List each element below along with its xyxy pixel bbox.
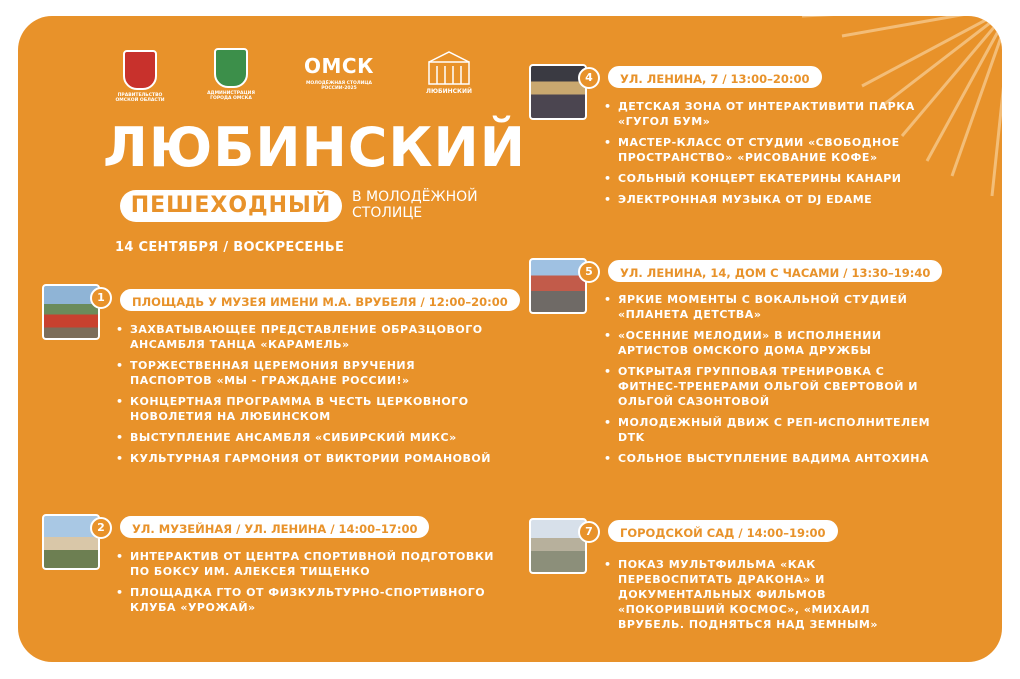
list-item: • ПОКАЗ МУЛЬТФИЛЬМА «КАК ПЕРЕВОСПИТАТЬ ДРАКОНА» И ДОКУМЕНТАЛЬНЫХ ФИЛЬМОВ «ПОКОРИВШИЙ КОСМОС», «МИХАИЛ ВРУБЕЛЬ. ПОДНЯТЬСЯ НАД ЗЕМНЫМ»	[604, 557, 934, 632]
event-title: ЛЮБИНСКИЙ	[103, 116, 526, 179]
region-government-logo	[112, 50, 168, 103]
omsk-logo-caption: МОЛОДЁЖНАЯ СТОЛИЦА РОССИИ·2025	[305, 81, 373, 91]
location-2-number: 2	[90, 517, 112, 539]
city-crest-icon	[214, 48, 248, 88]
list-item: • ТОРЖЕСТВЕННАЯ ЦЕРЕМОНИЯ ВРУЧЕНИЯ ПАСПОРТОВ «МЫ - ГРАЖДАНЕ РОССИИ!»	[116, 358, 496, 388]
building-icon	[424, 48, 474, 86]
lubinsky-logo-caption: ЛЮБИНСКИЙ	[426, 88, 472, 95]
list-item: • ИНТЕРАКТИВ ОТ ЦЕНТРА СПОРТИВНОЙ ПОДГОТОВКИ ПО БОКСУ ИМ. АЛЕКСЕЯ ТИЩЕНКО	[116, 549, 496, 579]
location-1-number: 1	[90, 287, 112, 309]
list-item: • СОЛЬНОЕ ВЫСТУПЛЕНИЕ ВАДИМА АНТОХИНА	[604, 451, 944, 466]
list-item: • «ОСЕННИЕ МЕЛОДИИ» В ИСПОЛНЕНИИ АРТИСТОВ ОМСКОГО ДОМА ДРУЖБЫ	[604, 328, 944, 358]
subtitle-line-2: СТОЛИЦЕ	[352, 205, 423, 221]
list-item: • ЗАХВАТЫВАЮЩЕЕ ПРЕДСТАВЛЕНИЕ ОБРАЗЦОВОГО АНСАМБЛЯ ТАНЦА «КАРАМЕЛЬ»	[116, 322, 496, 352]
list-item: • КОНЦЕРТНАЯ ПРОГРАММА В ЧЕСТЬ ЦЕРКОВНОГО НОВОЛЕТИЯ НА ЛЮБИНСКОМ	[116, 394, 496, 424]
location-7-list	[604, 557, 934, 632]
location-1-list	[116, 322, 496, 466]
location-4-heading: УЛ. ЛЕНИНА, 7 / 13:00–20:00	[608, 66, 822, 88]
city-administration-logo	[200, 48, 262, 101]
city-logo-caption: АДМИНИСТРАЦИЯ ГОРОДА ОМСКА	[207, 91, 255, 101]
list-item: • ЯРКИЕ МОМЕНТЫ С ВОКАЛЬНОЙ СТУДИЕЙ «ПЛАНЕТА ДЕТСТВА»	[604, 292, 944, 322]
omsk-wordmark: ОМСК	[304, 54, 374, 78]
list-item: • МОЛОДЕЖНЫЙ ДВИЖ С РЕП-ИСПОЛНИТЕЛЕМ DTK	[604, 415, 944, 445]
list-item: • ЭЛЕКТРОННАЯ МУЗЫКА ОТ DJ EDAME	[604, 192, 924, 207]
location-5-number: 5	[578, 261, 600, 283]
list-item: • МАСТЕР-КЛАСС ОТ СТУДИИ «СВОБОДНОЕ ПРОСТРАНСТВО» «РИСОВАНИЕ КОФЕ»	[604, 135, 924, 165]
location-2-heading: УЛ. МУЗЕЙНАЯ / УЛ. ЛЕНИНА / 14:00–17:00	[120, 516, 429, 538]
omsk-youth-capital-logo	[298, 54, 380, 91]
event-date: 14 СЕНТЯБРЯ / ВОСКРЕСЕНЬЕ	[115, 240, 345, 255]
subtitle-line-1: В МОЛОДЁЖНОЙ	[352, 189, 478, 205]
location-2-list	[116, 549, 496, 615]
location-7-number: 7	[578, 521, 600, 543]
list-item: • ОТКРЫТАЯ ГРУППОВАЯ ТРЕНИРОВКА С ФИТНЕС-ТРЕНЕРАМИ ОЛЬГОЙ СВЕРТОВОЙ И ОЛЬГОЙ САЗОНТОВОЙ	[604, 364, 944, 409]
event-subtitle-pill: ПЕШЕХОДНЫЙ	[120, 190, 342, 222]
region-crest-icon	[123, 50, 157, 90]
list-item: • КУЛЬТУРНАЯ ГАРМОНИЯ ОТ ВИКТОРИИ РОМАНОВОЙ	[116, 451, 496, 466]
location-4-list	[604, 99, 924, 207]
list-item: • ДЕТСКАЯ ЗОНА ОТ ИНТЕРАКТИВИТИ ПАРКА «ГУГОЛ БУМ»	[604, 99, 924, 129]
list-item: • СОЛЬНЫЙ КОНЦЕРТ ЕКАТЕРИНЫ КАНАРИ	[604, 171, 924, 186]
location-7-heading: ГОРОДСКОЙ САД / 14:00–19:00	[608, 520, 838, 542]
lubinsky-logo	[420, 48, 478, 94]
list-item: • ВЫСТУПЛЕНИЕ АНСАМБЛЯ «СИБИРСКИЙ МИКС»	[116, 430, 496, 445]
location-4-number: 4	[578, 67, 600, 89]
location-5-heading: УЛ. ЛЕНИНА, 14, ДОМ С ЧАСАМИ / 13:30–19:40	[608, 260, 942, 282]
location-1-heading: ПЛОЩАДЬ У МУЗЕЯ ИМЕНИ М.А. ВРУБЕЛЯ / 12:00–20:00	[120, 289, 520, 311]
list-item: • ПЛОЩАДКА ГТО ОТ ФИЗКУЛЬТУРНО-СПОРТИВНОГО КЛУБА «УРОЖАЙ»	[116, 585, 496, 615]
region-logo-caption: ПРАВИТЕЛЬСТВО ОМСКОЙ ОБЛАСТИ	[115, 93, 165, 103]
location-5-list	[604, 292, 944, 466]
